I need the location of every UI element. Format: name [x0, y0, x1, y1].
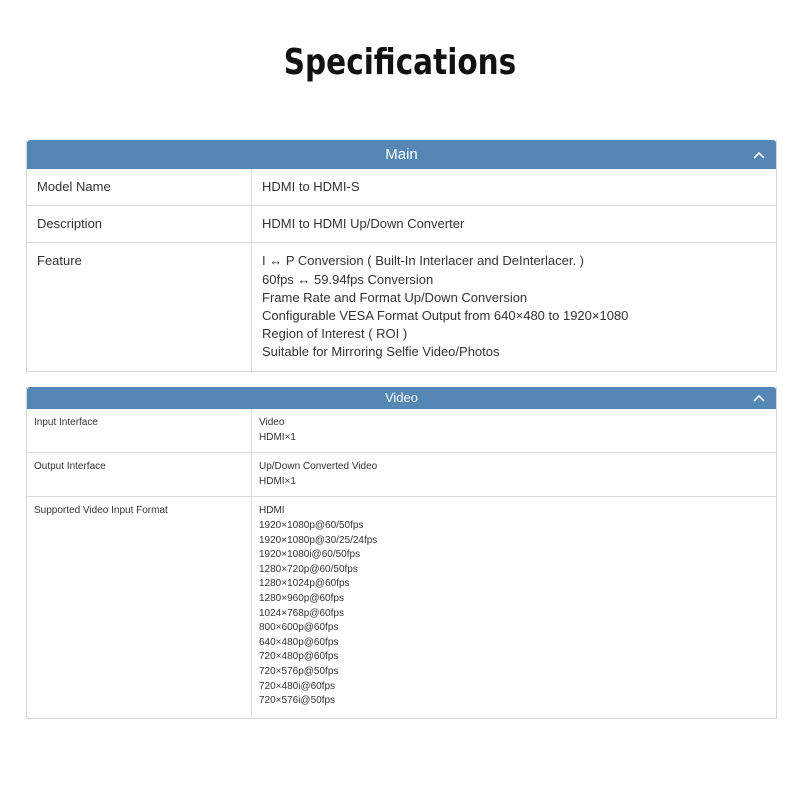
video-spec-value	[252, 453, 777, 497]
spec-value-line: HDMI to HDMI Up/Down Converter	[262, 216, 465, 232]
spec-value-line: Configurable VESA Format Output from 640×480 to 1920×1080	[262, 308, 629, 324]
table-row	[27, 497, 776, 716]
video-section	[26, 387, 777, 719]
spec-value-line: 800×600p@60fps	[259, 622, 339, 634]
spec-value-line: 1280×720p@60/50fps	[259, 563, 358, 575]
spec-value-line: HDMI×1	[259, 475, 296, 487]
main-spec-value	[252, 206, 777, 243]
spec-value-line: 720×480i@60fps	[259, 680, 336, 692]
spec-value-line: 60fps ↔ 59.94fps Conversion	[262, 271, 434, 287]
spec-value-line: 640×480p@60fps	[259, 636, 339, 648]
spec-value-line: I ↔ P Conversion ( Built-In Interlacer and DeInterlacer. )	[262, 253, 585, 269]
main-section-header[interactable]	[27, 140, 776, 169]
main-section	[26, 140, 777, 372]
video-spec-value	[252, 497, 777, 716]
spec-value-line: 1920×1080p@30/25/24fps	[259, 534, 378, 546]
spec-value-line: Video	[259, 417, 285, 428]
table-row	[27, 453, 776, 497]
chevron-up-icon[interactable]	[752, 391, 766, 405]
main-spec-table	[27, 169, 776, 371]
video-spec-value	[252, 409, 777, 453]
spec-value-line: Suitable for Mirroring Selfie Video/Photos	[262, 344, 500, 360]
main-spec-value	[252, 243, 777, 371]
main-section-title: Main	[385, 146, 418, 163]
spec-value-line: HDMI	[259, 505, 285, 517]
spec-value-line: Frame Rate and Format Up/Down Conversion	[262, 289, 528, 305]
spec-value-line: 1024×768p@60fps	[259, 607, 344, 619]
spec-value-line: 720×576p@50fps	[259, 665, 339, 677]
video-spec-label: Output Interface	[27, 453, 252, 497]
spec-value-line: HDMI to HDMI-S	[262, 179, 360, 194]
spec-value-line: 1280×1024p@60fps	[259, 578, 350, 590]
chevron-up-icon[interactable]	[752, 148, 766, 162]
spec-value-line: 720×480p@60fps	[259, 651, 339, 663]
table-row	[27, 409, 776, 453]
spec-value-line: 1920×1080p@60/50fps	[259, 519, 364, 531]
video-spec-table	[27, 409, 776, 716]
video-section-header[interactable]	[27, 387, 776, 409]
table-row	[27, 206, 776, 243]
spec-value-line: Region of Interest ( ROI )	[262, 326, 408, 342]
spec-value-line: 1280×960p@60fps	[259, 592, 344, 604]
main-spec-label: Feature	[27, 243, 252, 371]
video-spec-label: Supported Video Input Format	[27, 497, 252, 716]
main-spec-value	[252, 169, 777, 206]
page-title: Specifications	[283, 42, 517, 83]
video-section-title: Video	[384, 390, 418, 405]
table-row	[27, 243, 776, 371]
main-spec-label: Model Name	[27, 169, 252, 206]
spec-value-line: 720×576i@50fps	[259, 695, 336, 707]
spec-value-line: 1920×1080i@60/50fps	[259, 549, 361, 561]
table-row	[27, 169, 776, 206]
main-spec-label: Description	[27, 206, 252, 243]
spec-value-line: HDMI×1	[259, 431, 296, 443]
spec-value-line: Up/Down Converted Video	[259, 461, 378, 473]
video-spec-label: Input Interface	[27, 409, 252, 453]
